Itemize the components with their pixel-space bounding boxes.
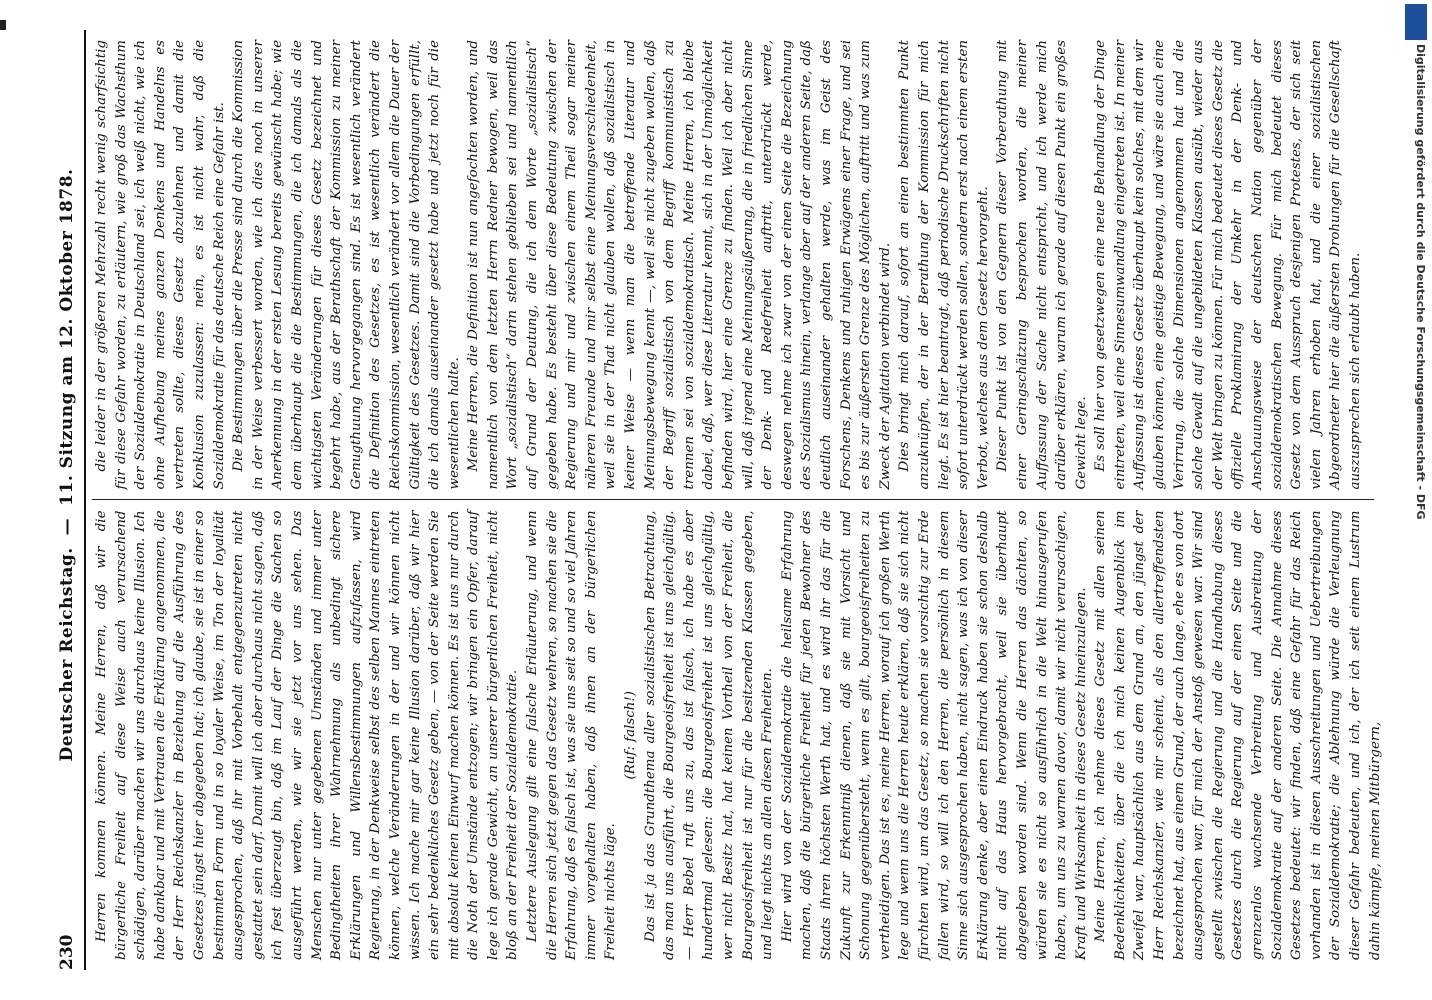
text-columns [92, 30, 1383, 970]
paragraph: die leider in der größeren Mehrzahl recht wenig scharfsichtig für diese Gefahr worden, zu erläutern, wie groß das Wachsthum der Sozialdemokratie in Deutschland sei, ich weiß nicht, wie ich ohne Aufhebung meines ganzen Denkens und Handelns es vertreten sollte, dieses Gesetz abzulehnen und damit die Konklusion zuzulassen: nein, es ist nicht wahr, daß die Sozialdemokratie für das deutsche Reich eine Gefahr ist. [94, 40, 227, 490]
dfg-stamp-text: Digitalisierung gefördert durch die Deutsche Forschungsgemeinschaft - DFG [1414, 44, 1427, 520]
paragraph: Meine Herren, die Definition ist nun angefochten worden, und namentlich von dem letzten Herrn Redner bewogen, weil das Wort „sozialistisch“ darin stehen geblieben sei und namentlich auf Grund der Deutung, die ich dem Worte „sozialistisch“ gegeben habe. Es besteht über diese Bedeutung zwischen der Regierung und mir und zwischen einem Theil sogar meiner näheren Freunde und mir selbst eine Meinungsverschiedenheit, weil sie in der That nicht glauben wollen, daß sozialistisch in keiner Weise — wenn man die betreffende Literatur und Meinungsbewegung kennt —, weil sie nicht zugeben wollen, daß der Begriff sozialistisch von dem Begriff kommunistisch zu trennen sei von sozialdemokratisch. Meine Herren, ich bleibe dabei, daß, wer diese Literatur kennt, sich in der Unmöglichkeit befinden wird, hier eine Grenze zu finden. Weil ich aber nicht will, daß irgend eine Meinungsäußerung, die in friedlichen Sinne der Denk- und Redefreiheit auftritt, unterdrückt werde, deswegen nehme ich zwar von der einen Seite die Bezeichnung des Sozialismus hinein, verlange aber auf der anderen Seite, daß deutlich auseinander gehalten werde, was im Geist des Forschens, Denkens und ruhigen Erwägens einer Frage, und sei es bis zur äußersten Grenze des Möglichen, auftritt und was zum Zweck der Agitation verbindet wird. [466, 40, 893, 490]
paragraph: Das ist ja das Grundthema aller sozialistischen Betrachtung, das man uns ausführt, die Bourgeoisfreiheit ist uns gleichgültig. — Herr Bebel ruft uns zu, das ist falsch, ich habe es aber hundertmal gelesen: die Bourgeoisfreiheit ist uns gleichgültig, wer nicht Besitz hat, hat keinen Vortheil von der Freiheit, die Bourgeoisfreiheit ist nur für die besitzenden Klassen gegeben, und liegt nichts an allen diesen Freiheiten. [642, 510, 776, 960]
left-column [92, 501, 1383, 971]
scan-edge-mark [0, 20, 6, 30]
column-divider [92, 500, 1374, 501]
header-rule [84, 30, 86, 970]
paragraph: Herren kommen können. Meine Herren, daß wir die bürgerliche Freiheit auf diese Weise auch verursachend schädigen, darüber machen wir uns durchaus keine Illusion. Ich habe dankbar und mit Vertrauen die Erklärung angenommen, die der Herr Reichskanzler in Beziehung auf die Ausführung des Gesetzes jüngst hier abgegeben hat; ich glaube, sie ist in einer so bestimmten Form und in so loyaler Weise, im Ton der loyalität ausgesprochen, daß ihr mit Vorbehalt entgegenzutreten nicht gestattet sein darf. Damit will ich aber durchaus nicht sagen, daß ich fest überzeugt bin, daß im Lauf der Dinge die Sachen so ausgeführt werden, wie wir sie jetzt vor uns sehen. Das Menschen nur unter gegebenen Umständen und immer unter Bedingtheiten ihrer Wahrnehmung als unbedingt sichere Erklärungen und Willensbestimmungen aufzufassen, wird Regierung, in der Denkweise selbst des selben Mannes eintreten können, welche Veränderungen in der und wir können nicht wissen. Ich mache mir gar keine Illusion darüber, daß wir hier ein sehr bedenkliches Gesetz geben, — von der Seite werden Sie mit absolut keinen Einwurf machen können. Es ist uns nur durch die Noth der Umstände entzogen; wir bringen ein Opfer, darauf lege ich gerade Gewicht, an unserer bürgerlichen Freiheit, nicht bloß an der Freiheit der Sozialdemokratie. [94, 510, 521, 960]
paragraph: Hier wird von der Sozialdemokratie die heilsame Erfahrung machen, daß die bürgerliche Freiheit für jeden Bewohner des Staats ihren höchsten Werth hat, und es wird ihr das für die Zukunft zur Erkenntniß dienen, daß sie mit Vorsicht und Schonung gegenübersteht, wenn es gilt, bourgeoisfreiheiten zu vertheidigen. Das ist es, meine Herren, worauf ich großen Werth lege und wenn uns die Herren heute erklären, daß sie sich nicht fürchten wird, um das Gesetz, so machen sie vorsichtig zur Erde fallen wird, so will ich den Herren, die persönlich in diesem Sinne sich ausgesprochen haben, nicht sagen, was ich von dieser Erklärung denke, aber einen Eindruck haben sie schon deshalb nicht auf das Haus hervorgebracht, weil sie überhaupt abgegeben worden sind. Wenn die Herren das dächten, so würden sie es nicht so ausführlich in die Welt hinausgerufen haben, um uns zu warnen davor, damit wir nicht verursachigen, Kraft und Wirksamkeit in dieses Gesetz hineinzulegen. [779, 510, 1089, 960]
dfg-stamp [1403, 4, 1429, 594]
dfg-logo-icon [1405, 4, 1427, 40]
rotated-page [46, 0, 1386, 1000]
paragraph: Dieser Punkt ist von den Gegnern dieser Vorberathung mit einer Geringschätzung besprochen worden, die meiner Auffassung der Sache nicht entspricht, und ich werde mich darüber erklären, warum ich gerade auf diesen Punkt ein großes Gewicht lege. [995, 40, 1089, 490]
paragraph: Es soll hier von gesetzwegen eine neue Behandlung der Dinge eintreten, weil eine Sinnesumwandlung eingetreten ist. In meiner Auffassung ist dieses Gesetz überhaupt kein solches, mit dem wir glauben können, eine geistige Bewegung, und wäre sie auch eine Verirrung, die solche Dimensionen angenommen hat und die solche Gewalt auf die ungebildeten Klassen ausübt, wieder aus der Welt bringen zu können. Für mich bedeutet dieses Gesetz die offizielle Proklamirung der Umkehr in der Denk- und Anschauungsweise der deutschen Nation gegenüber der sozialdemokratischen Bewegung. Für mich bedeutet dieses Gesetz von dem Ausspruch desjenigen Protestes, der sich seit vielen Jahren erhoben hat, und die einer sozialistischen Abgeordneter hier die äußersten Drohungen für die Gesellschaft auszusprechen sich erlaubt haben. [1093, 40, 1363, 490]
paragraph: Meine Herren, ich nehme dieses Gesetz mit allen seinen Bedenklichkeiten, über die ich mich keinen Augenblick im Zweifel war, hauptsächlich aus dem Grund an, den jüngst der Herr Reichskanzler, wie mir scheint, als den allertreffendsten bezeichnet hat, aus einem Grund, der auch lange, ehe es von dort ausgesprochen war, für mich der Anstoß gewesen war. Wir sind gestellt zwischen die Regierung und die Handhabung dieses Gesetzes durch die Regierung auf der einen Seite und die grenzenlos wachsende Verbreitung und Ausbreitung der Sozialdemokratie auf der anderen Seite. Die Annahme dieses Gesetzes bedeutet: wir finden, daß eine Gefahr für das Reich vorhanden ist in diesen Ausschreitungen und Uebertreibungen der Sozialdemokratie; die Ablehnung würde die Verleugnung dieser Gefahr bedeuten, und ich, der ich seit einem Lustrum dahin kämpfe, meinen Mitbürgern, [1093, 510, 1383, 960]
running-title [57, 30, 77, 900]
paragraph: Letztere Auslegung gilt eine falsche Erläuterung, und wenn die Herren sich jetzt gegen das Gesetz wehren, so machen sie die Erfahrung, daß es falsch ist, was sie uns seit so und so viel Jahren immer vorgehalten haben, daß ihnen an der bürgerlichen Freiheit nichts läge. [525, 510, 619, 960]
paragraph: Dies bringt mich darauf, sofort an einen bestimmten Punkt anzuknüpfen, der in der Berathung der Kommission für mich liegt. Es ist hier beantragt, daß periodische Druckschriften nicht sofort unterdrückt werden sollen, sondern erst nach einem ersten Verbot, welches aus dem Gesetz hervorgeht. [897, 39, 991, 490]
paragraph: Die Bestimmungen über die Presse sind durch die Kommission in der Weise verbessert worden, wie ich dies noch in unserer Anerkennung in der ersten Lesung bereits gewünscht habe; wie dem überhaupt die die Bestimmungen, die ich damals als die wichtigsten Veränderungen für dieses Gesetz bezeichnet und begehrt habe, aus der Berathschaft der Kommission zu meiner Genugthuung hervorgegangen sind. Es ist wesentlich verändert die Definition des Gesetzes, es ist wesentlich verändert die Reichskommission, wesentlich verändert vor allem die Dauer der Gültigkeit des Gesetzes. Damit sind die Vorbedingungen erfüllt, die ich damals auseinander gesetzt habe und jetzt noch für die wesentlichen halte. [231, 40, 462, 490]
title-left: Deutscher Reichstag. [57, 547, 77, 762]
page-header [52, 30, 82, 970]
interjection: (Ruf: falsch!) [623, 691, 639, 780]
title-right: 11. Sitzung am 12. Oktober 1878. [57, 168, 77, 506]
title-separator: — [57, 517, 77, 536]
page-number: 230 [57, 934, 77, 970]
right-column [92, 30, 1374, 500]
